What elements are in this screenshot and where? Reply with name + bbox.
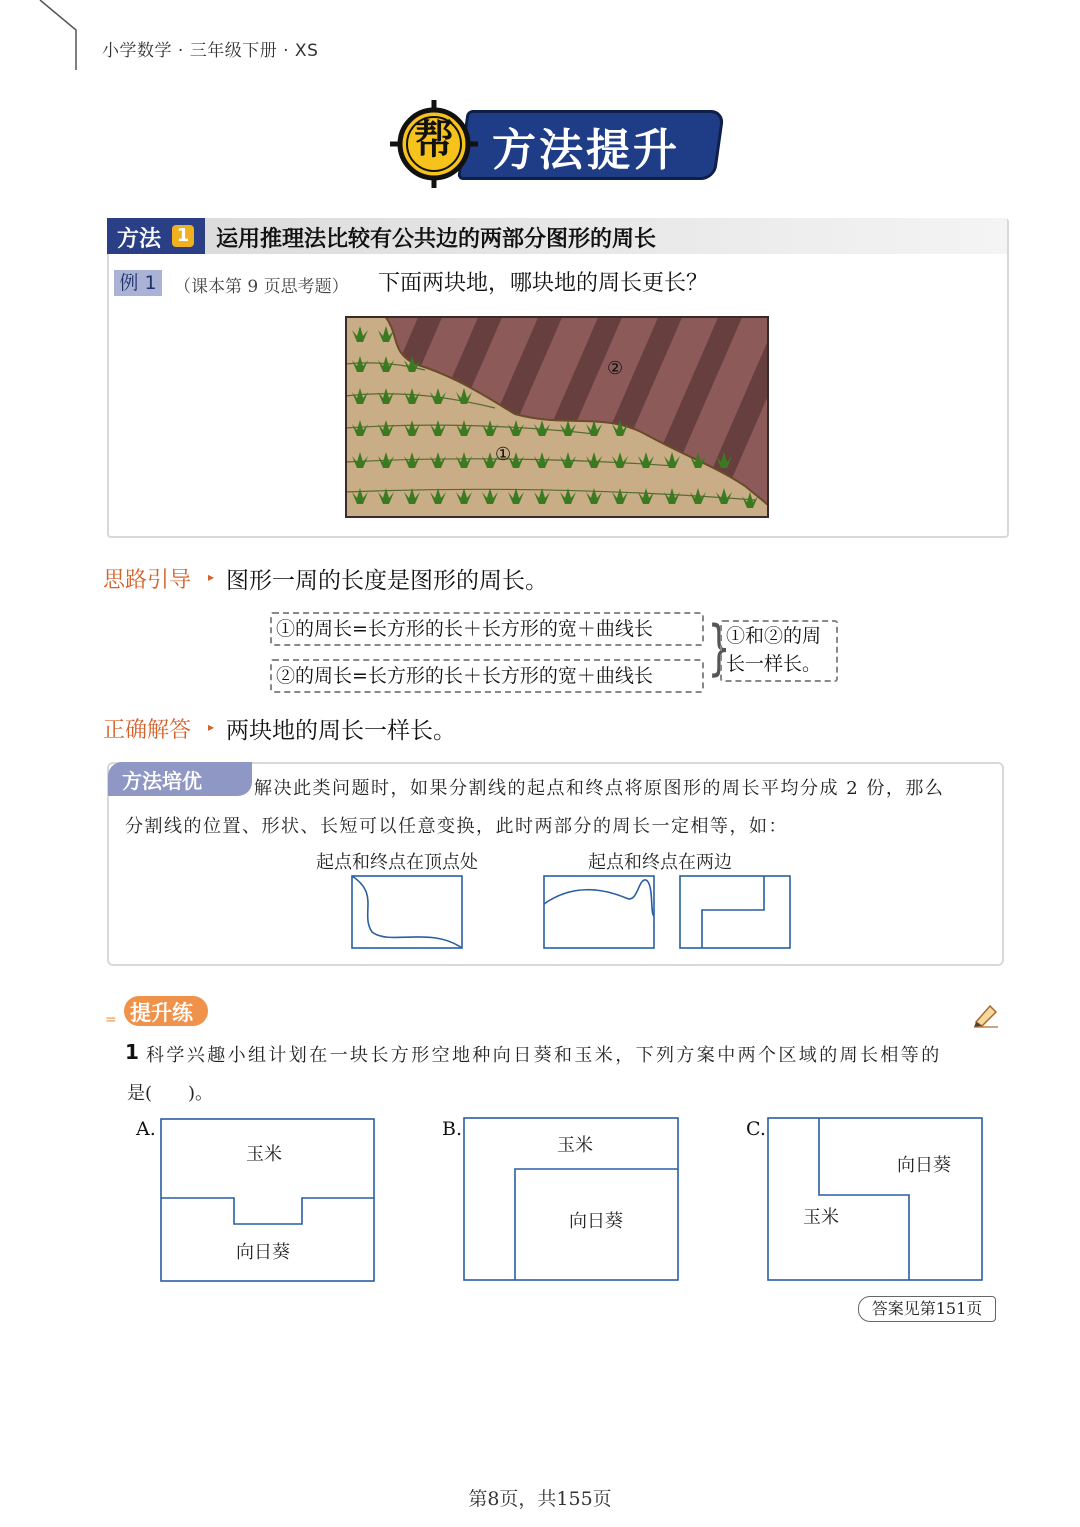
option-c-top-label: 向日葵 (897, 1155, 951, 1176)
formula-region-2: ②的周长=长方形的长＋长方形的宽＋曲线长 (270, 659, 704, 693)
method-tag-label: 方法 (117, 227, 162, 252)
option-b-bottom-label: 向日葵 (569, 1211, 623, 1232)
question-text-line-2: 是( )。 (127, 1083, 214, 1104)
tip-caption-sides: 起点和终点在两边 (588, 852, 732, 873)
book-title: 小学数学 · 三年级下册 · XS (102, 41, 319, 61)
option-b-letter[interactable]: B. (442, 1118, 463, 1140)
guidance-text: 图形一周的长度是图形的周长。 (226, 568, 548, 594)
option-a-letter[interactable]: A. (136, 1118, 156, 1140)
page-footer: 第8页，共155页 (468, 1488, 612, 1510)
option-a-top-label: 玉米 (246, 1144, 282, 1165)
section-banner (390, 100, 720, 188)
tip-figure-step-sides (678, 874, 792, 950)
formula-region-1: ①的周长=长方形的长＋长方形的宽＋曲线长 (270, 612, 704, 646)
option-c-bottom-label: 玉米 (803, 1207, 839, 1228)
option-a-plan[interactable] (160, 1118, 375, 1282)
banner-badge-text: 帮 (414, 117, 454, 163)
tip-figure-curve-vertices (350, 874, 464, 950)
tip-text-line-2: 分割线的位置、形状、长短可以任意变换，此时两部分的周长一定相等，如： (125, 816, 788, 837)
option-c-plan[interactable] (767, 1117, 983, 1281)
tip-caption-vertices: 起点和终点在顶点处 (316, 852, 478, 873)
equals-mark-icon: = (105, 1012, 117, 1028)
triangle-bullet-icon: ▸ (208, 720, 215, 734)
method-number: 1 (172, 225, 194, 247)
pencil-icon (972, 1000, 1000, 1028)
guidance-label: 思路引导 (103, 568, 192, 593)
region-2-label: ② (607, 358, 624, 379)
right-brace-icon: } (707, 613, 731, 683)
example-tag: 例 1 (114, 270, 162, 296)
conclusion-line-2: 长一样长。 (726, 653, 822, 675)
answer-reference[interactable]: 答案见第151页 (858, 1296, 996, 1322)
banner-title: 方法提升 (492, 125, 680, 176)
option-b-plan[interactable] (463, 1117, 679, 1281)
option-c-diagram (767, 1117, 983, 1281)
option-b-top-label: 玉米 (557, 1135, 593, 1156)
option-c-letter[interactable]: C. (746, 1118, 766, 1140)
question-number: 1 (125, 1040, 139, 1064)
tip-figure-curve-sides (542, 874, 656, 950)
question-text-line-1: 科学兴趣小组计划在一块长方形空地种向日葵和玉米，下列方案中两个区域的周长相等的 (146, 1045, 942, 1066)
practice-tag-label: 提升练 (130, 1001, 193, 1025)
option-a-bottom-label: 向日葵 (236, 1242, 290, 1263)
triangle-bullet-icon: ▸ (208, 570, 215, 584)
conclusion-line-1: ①和②的周 (726, 625, 822, 647)
answer-label: 正确解答 (103, 718, 192, 743)
field-illustration (345, 316, 769, 518)
page-corner-decoration (0, 0, 90, 70)
example-question: 下面两块地，哪块地的周长更长？ (378, 271, 709, 296)
tip-tag-label: 方法培优 (122, 769, 202, 793)
method-title: 运用推理法比较有公共边的两部分图形的周长 (216, 227, 657, 252)
tip-text-line-1: 解决此类问题时，如果分割线的起点和终点将原图形的周长平均分成 2 份，那么 (254, 778, 945, 799)
region-1-label: ① (495, 444, 512, 465)
answer-text: 两块地的周长一样长。 (226, 718, 456, 744)
example-note: （课本第 9 页思考题） (174, 277, 349, 297)
conclusion-box (720, 620, 838, 682)
